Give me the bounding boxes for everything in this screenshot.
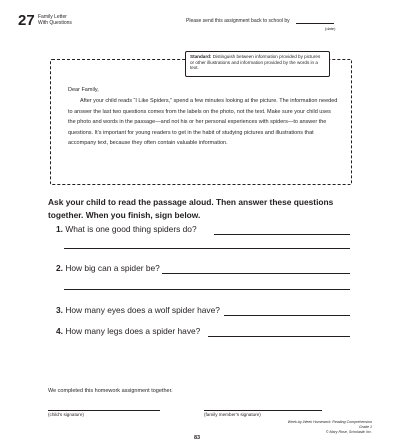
question-4 <box>56 326 200 336</box>
question-2 <box>56 263 160 273</box>
header-label-with-questions: With Questions <box>38 20 72 26</box>
letter-salutation: Dear Family, <box>68 87 99 93</box>
question-number: 3. <box>56 305 63 315</box>
header-label-family-letter: Family Letter <box>38 14 67 20</box>
instructions-prompt: Ask your child to read the passage aloud. Then answer these questions together. When you finish, sign below. <box>48 197 334 220</box>
page-number: 83 <box>194 435 201 441</box>
lesson-number: 27 <box>18 12 35 29</box>
date-label: (date) <box>325 26 336 31</box>
answer-line-2b[interactable] <box>64 289 350 290</box>
question-number: 4. <box>56 326 63 336</box>
standard-text: Distinguish between information provided by pictures or other illustrations and information provided by the words in a text. <box>190 54 321 71</box>
credit-line <box>286 420 372 435</box>
completion-statement: We completed this homework assignment together. <box>48 388 173 394</box>
credit-title: Week-by-Week Homework: Reading Comprehension Grade 1 <box>287 420 372 429</box>
answer-line-3[interactable] <box>224 315 350 316</box>
standard-label: Standard: <box>190 54 212 59</box>
family-signature-line[interactable] <box>204 410 322 411</box>
question-number: 2. <box>56 263 63 273</box>
question-text: How many eyes does a wolf spider have? <box>65 305 220 315</box>
answer-line-2a[interactable] <box>162 273 350 274</box>
family-signature-label: (family member’s signature) <box>204 412 261 417</box>
question-number: 1. <box>56 224 63 234</box>
question-text: What is one good thing spiders do? <box>65 224 197 234</box>
question-text: How many legs does a spider have? <box>65 326 201 336</box>
question-text: How big can a spider be? <box>65 263 160 273</box>
child-signature-label: (child’s signature) <box>48 412 84 417</box>
child-signature-line[interactable] <box>48 410 160 411</box>
date-entry-line[interactable] <box>296 23 334 24</box>
answer-line-4[interactable] <box>208 336 350 337</box>
return-instruction: Please send this assignment back to school by <box>186 18 290 24</box>
credit-copyright: © Mary Rose, Scholastic Inc. <box>325 430 372 434</box>
answer-line-1b[interactable] <box>64 248 350 249</box>
letter-body: After your child reads “I Like Spiders,” spend a few minutes looking at the picture. The information needed to answer the last two questions comes from the labels on the photo, not the text. Make sure your child uses the photo and words in the passage—and not his or her personal experiences with spiders—to answer the questions. It’s important for young readers to get in the habit of studying pictures and illustrations that accompany text, because they often contain valuable information. <box>68 98 338 146</box>
question-3 <box>56 305 220 315</box>
answer-line-1a[interactable] <box>214 234 350 235</box>
question-1 <box>56 224 197 234</box>
standard-box <box>185 51 330 77</box>
